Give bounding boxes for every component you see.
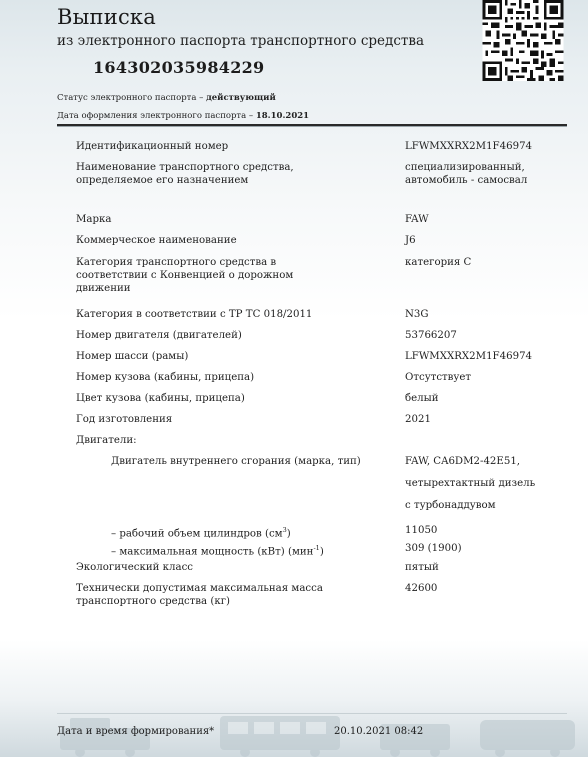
displacement-label-text: – рабочий объем цилиндров (см [111, 528, 283, 540]
generation-datetime-label: Дата и время формирования* [57, 726, 215, 737]
passport-issue-date-value: 18.10.2021 [255, 111, 310, 121]
vin-label: Идентификационный номер [76, 141, 229, 152]
passport-status-value: действующий [206, 93, 276, 103]
ice-label: Двигатель внутреннего сгорания (марка, тип) [111, 456, 361, 467]
generation-datetime-value: 20.10.2021 08:42 [334, 726, 424, 737]
header-divider-shadow [57, 126, 567, 127]
max-power-label-sup: -1 [313, 544, 320, 552]
document-title: Выписка [57, 5, 156, 29]
vehicle-name-value: специализированный, автомобиль - самосвал [405, 162, 528, 186]
chassis-number-value: LFWMXXRX2M1F46974 [405, 351, 533, 362]
displacement-label-end: ) [286, 528, 291, 540]
engines-header: Двигатели: [76, 435, 137, 446]
engine-number-value: 53766207 [405, 330, 457, 341]
max-mass-label: Технически допустимая максимальная масса транспортного средства (кг) [76, 583, 323, 607]
vin-value: LFWMXXRX2M1F46974 [405, 141, 533, 152]
max-power-value: 309 (1900) [405, 543, 462, 554]
body-number-label: Номер кузова (кабины, прицепа) [76, 372, 255, 383]
footer-vehicles-background [0, 680, 588, 757]
body-number-value: Отсутствует [405, 372, 472, 383]
max-power-label-end: ) [319, 546, 324, 558]
passport-status-label: Статус электронного паспорта – [57, 93, 207, 103]
category-convention-value: категория С [405, 257, 472, 268]
body-color-label: Цвет кузова (кабины, прицепа) [76, 393, 245, 404]
ice-value-line-1: FAW, CA6DM2-42E51, [405, 456, 521, 467]
commercial-name-label: Коммерческое наименование [76, 235, 237, 246]
vehicle-name-label: Наименование транспортного средства, определяемое его назначением [76, 162, 294, 186]
brand-value: FAW [405, 214, 429, 225]
eco-class-label: Экологический класс [76, 562, 194, 573]
category-convention-label: Категория транспортного средства в соответствии с Конвенцией о дорожном движении [76, 257, 294, 294]
footer-divider [57, 713, 567, 714]
displacement-label [111, 524, 401, 540]
qr-code-icon [479, 0, 567, 81]
brand-label: Марка [76, 214, 112, 225]
max-power-label [111, 542, 401, 558]
ice-value-line-2: четырехтактный дизель [405, 478, 536, 489]
category-tr-label: Категория в соответствии с ТР ТС 018/2011 [76, 309, 313, 320]
passport-status [57, 93, 276, 103]
eco-class-value: пятый [405, 562, 439, 573]
passport-number: 164302035984229 [93, 58, 265, 77]
max-mass-value: 42600 [405, 583, 438, 594]
chassis-number-label: Номер шасси (рамы) [76, 351, 189, 362]
displacement-label-sup: 3 [282, 526, 287, 534]
passport-issue-date [57, 111, 309, 121]
engine-number-label: Номер двигателя (двигателей) [76, 330, 242, 341]
manufacture-year-value: 2021 [405, 414, 431, 425]
passport-issue-date-label: Дата оформления электронного паспорта – [57, 111, 256, 121]
category-tr-value: N3G [405, 309, 429, 320]
commercial-name-value: J6 [405, 235, 416, 246]
document-subtitle: из электронного паспорта транспортного средства [57, 33, 425, 49]
max-power-label-text: – максимальная мощность (кВт) (мин [111, 546, 314, 558]
displacement-value: 11050 [405, 525, 438, 536]
body-color-value: белый [405, 393, 439, 404]
ice-value-line-3: с турбонаддувом [405, 500, 496, 511]
manufacture-year-label: Год изготовления [76, 414, 173, 425]
